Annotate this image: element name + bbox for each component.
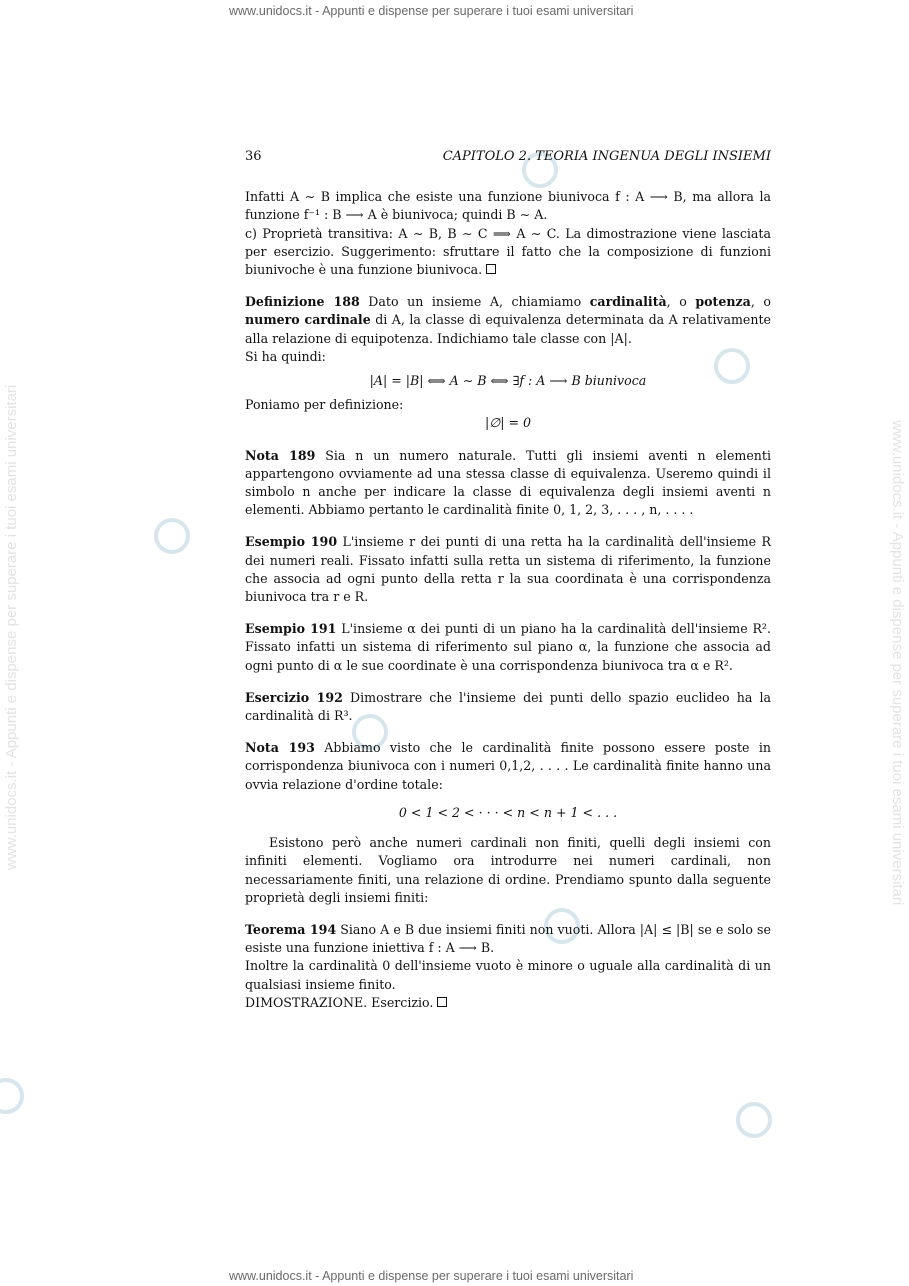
definition-text: di A, la classe di equivalenza determinata da A relativamente alla relazione di equipotenza. Indichiamo tale classe con |A|.	[245, 312, 771, 346]
teorema-194	[245, 921, 771, 957]
nota-189	[245, 447, 771, 520]
watermark-logo-icon	[154, 518, 190, 554]
esempio-text: L'insieme α dei punti di un piano ha la cardinalità dell'insieme R². Fissato infatti un sistema di riferimento sul piano α, la funzione che associa ad ogni punto di α le sue coordinate è una corrispondenza biunivoca tra α e R².	[245, 621, 771, 673]
display-formula: |A| = |B| ⟺ A ∼ B ⟺ ∃f : A ⟶ B biunivoca	[369, 373, 647, 389]
term-potenza: potenza	[695, 294, 751, 310]
nota-label: Nota 189	[245, 447, 316, 463]
transitive-paragraph	[245, 225, 771, 280]
teorema-line: Inoltre la cardinalità 0 dell'insieme vuoto è minore o uguale alla cardinalità di un qualsiasi insieme finito.	[245, 958, 771, 992]
definition-separator: , o	[750, 294, 771, 310]
esempio-label: Esempio 190	[245, 534, 338, 550]
esempio-text: L'insieme r dei punti di una retta ha la cardinalità dell'insieme R dei numeri reali. Fissato infatti sulla retta un sistema di riferimento, la funzione che associa ad ogni punto della retta r la sua coordinata è una corrispondenza biunivoca tra r e R.	[245, 534, 771, 605]
definition-label: Definizione 188	[245, 294, 360, 310]
definition-188	[245, 293, 771, 348]
nota-193	[245, 739, 771, 794]
definition-separator: , o	[666, 294, 687, 310]
esempio-190	[245, 533, 771, 606]
display-formula: 0 < 1 < 2 < · · · < n < n + 1 < . . .	[398, 804, 618, 820]
watermark-bottom: www.unidocs.it - Appunti e dispense per superare i tuoi esami universitari	[229, 1269, 634, 1283]
esercizio-text: Dimostrare che l'insieme dei punti dello spazio euclideo ha la cardinalità di R³.	[245, 689, 771, 724]
teorema-label: Teorema 194	[245, 921, 337, 937]
nota-text: Abbiamo visto che le cardinalità finite possono essere poste in corrispondenza biunivoca con i numeri 0,1,2, . . . . Le cardinalità finite hanno una ovvia relazione d'ordine totale:	[245, 740, 771, 792]
running-header	[245, 148, 771, 166]
esercizio-192	[245, 689, 771, 725]
teorema-text: Siano A e B due insiemi finiti non vuoti. Allora |A| ≤ |B| se e solo se esiste una funzione iniettiva f : A ⟶ B.	[245, 921, 771, 956]
nota-label: Nota 193	[245, 740, 315, 756]
nota-text: Sia n un numero naturale. Tutti gli insiemi aventi n elementi appartengono ovviamente ad una stessa classe di equivalenza. Useremo quindi il simbolo n anche per indicare la classe di equivalenza degli insiemi aventi n elementi. Abbiamo pertanto le cardinalità finite 0, 1, 2, 3, . . . , n, . . . .	[245, 447, 771, 518]
watermark-logo-icon	[736, 1102, 772, 1138]
esempio-label: Esempio 191	[245, 621, 337, 637]
page-number: 36	[245, 149, 262, 164]
chapter-title: CAPITOLO 2. TEORIA INGENUA DEGLI INSIEMI	[442, 149, 771, 164]
intro-paragraph	[245, 188, 771, 224]
watermark-right: www.unidocs.it - Appunti e dispense per superare i tuoi esami universitari	[889, 420, 906, 906]
page-content	[245, 148, 771, 1012]
esercizio-label: Esercizio 192	[245, 689, 343, 705]
definition-line: Si ha quindi:	[245, 348, 326, 364]
term-cardinalita: cardinalità	[589, 294, 667, 310]
proof-text: DIMOSTRAZIONE. Esercizio.	[245, 994, 434, 1010]
proof-line	[245, 994, 771, 1012]
nota-paragraph: Esistono però anche numeri cardinali non finiti, quelli degli insiemi con infiniti elementi. Vogliamo ora introdurre nei numeri cardinali, non necessariamente finiti, una relazione di ordine. Prendiamo spunto dalla seguente proprietà degli insiemi finiti:	[245, 835, 771, 905]
qed-box-icon	[486, 264, 496, 274]
display-formula: |∅| = 0	[484, 415, 532, 431]
intro-line-1: Infatti A ∼ B implica che esiste una funzione biunivoca f : A ⟶ B, ma allora la funzione f⁻¹ : B ⟶ A è biunivoca; quindi B ∼ A.	[245, 189, 771, 223]
term-numero-cardinale: numero cardinale	[245, 312, 371, 328]
definition-line: Poniamo per definizione:	[245, 397, 404, 413]
esempio-191	[245, 620, 771, 675]
qed-box-icon	[437, 997, 447, 1007]
definition-text: Dato un insieme A, chiamiamo	[368, 294, 582, 310]
watermark-logo-icon	[0, 1078, 24, 1114]
intro-line-2: c) Proprietà transitiva: A ∼ B, B ∼ C ⟹ A ∼ C. La dimostrazione viene lasciata per esercizio. Suggerimento: sfruttare il fatto che la composizione di funzioni biunivoche è una funzione biunivoca.	[245, 225, 771, 278]
watermark-top: www.unidocs.it - Appunti e dispense per superare i tuoi esami universitari	[229, 4, 634, 18]
watermark-left: www.unidocs.it - Appunti e dispense per superare i tuoi esami universitari	[3, 384, 20, 870]
